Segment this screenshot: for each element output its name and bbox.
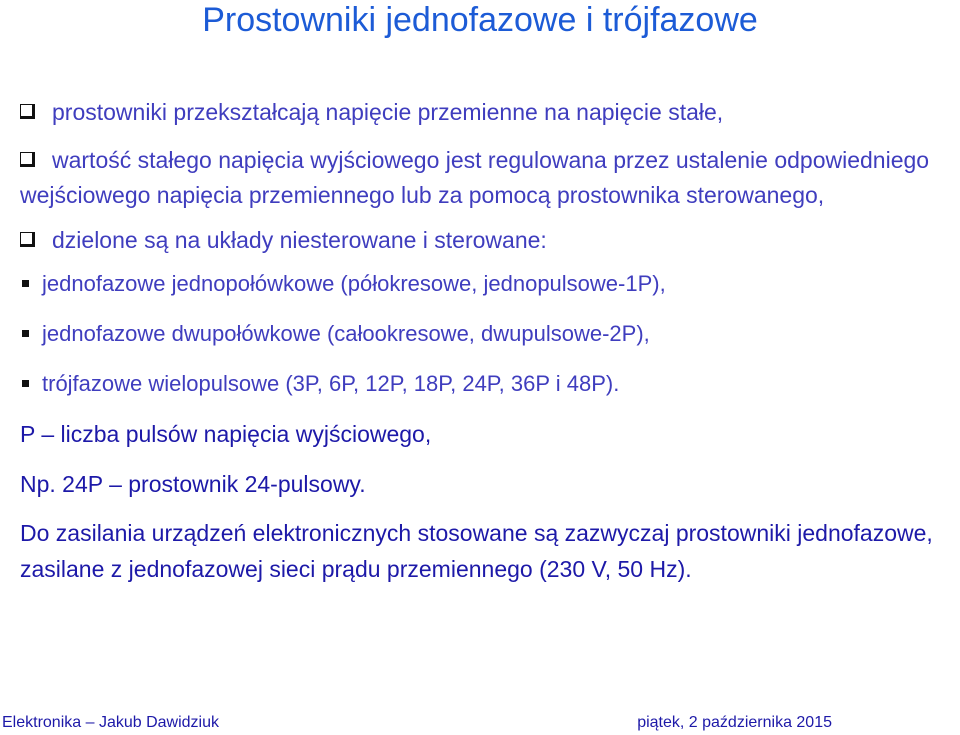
slide-content [20, 95, 955, 587]
checkbox-item-text: dzielone są na układy niesterowane i sterowane: [52, 227, 547, 253]
note-line: Np. 24P – prostownik 24-pulsowy. [20, 471, 366, 497]
bullet-item-text: jednofazowe jednopołówkowe (półokresowe, jednopulsowe-1P), [42, 271, 666, 296]
bullet-item [20, 267, 955, 301]
slide-title: Prostowniki jednofazowe i trójfazowe [202, 1, 758, 39]
filled-square-icon [22, 280, 29, 287]
checkbox-item [20, 95, 955, 130]
paragraph: Do zasilania urządzeń elektronicznych stosowane są zazwyczaj prostowniki jednofazowe, zasilane z jednofazowej sieci prądu przemiennego (230 V, 50 Hz). [20, 520, 933, 582]
footer-author: Elektronika – Jakub Dawidziuk [2, 714, 219, 731]
checkbox-item-text: prostowniki przekształcają napięcie przemienne na napięcie stałe, [52, 99, 724, 125]
checkbox-item-text: wartość stałego napięcia wyjściowego jest regulowana przez ustalenie odpowiedniego wejściowego napięcia przemiennego lub za pomocą prostownika sterowanego, [20, 147, 930, 208]
bullet-item [20, 367, 955, 401]
hollow-square-icon [20, 104, 35, 119]
checkbox-item [20, 223, 955, 258]
bullet-item-text: jednofazowe dwupołówkowe (całookresowe, dwupulsowe-2P), [42, 321, 650, 346]
filled-square-icon [22, 330, 29, 337]
note-line: P – liczba pulsów napięcia wyjściowego, [20, 421, 432, 447]
bullet-item [20, 317, 955, 351]
footer-date: piątek, 2 października 2015 [637, 714, 832, 731]
hollow-square-icon [20, 232, 35, 247]
bullet-item-text: trójfazowe wielopulsowe (3P, 6P, 12P, 18P, 24P, 36P i 48P). [42, 371, 620, 396]
hollow-square-icon [20, 152, 35, 167]
checkbox-item [20, 143, 955, 213]
filled-square-icon [22, 380, 29, 387]
